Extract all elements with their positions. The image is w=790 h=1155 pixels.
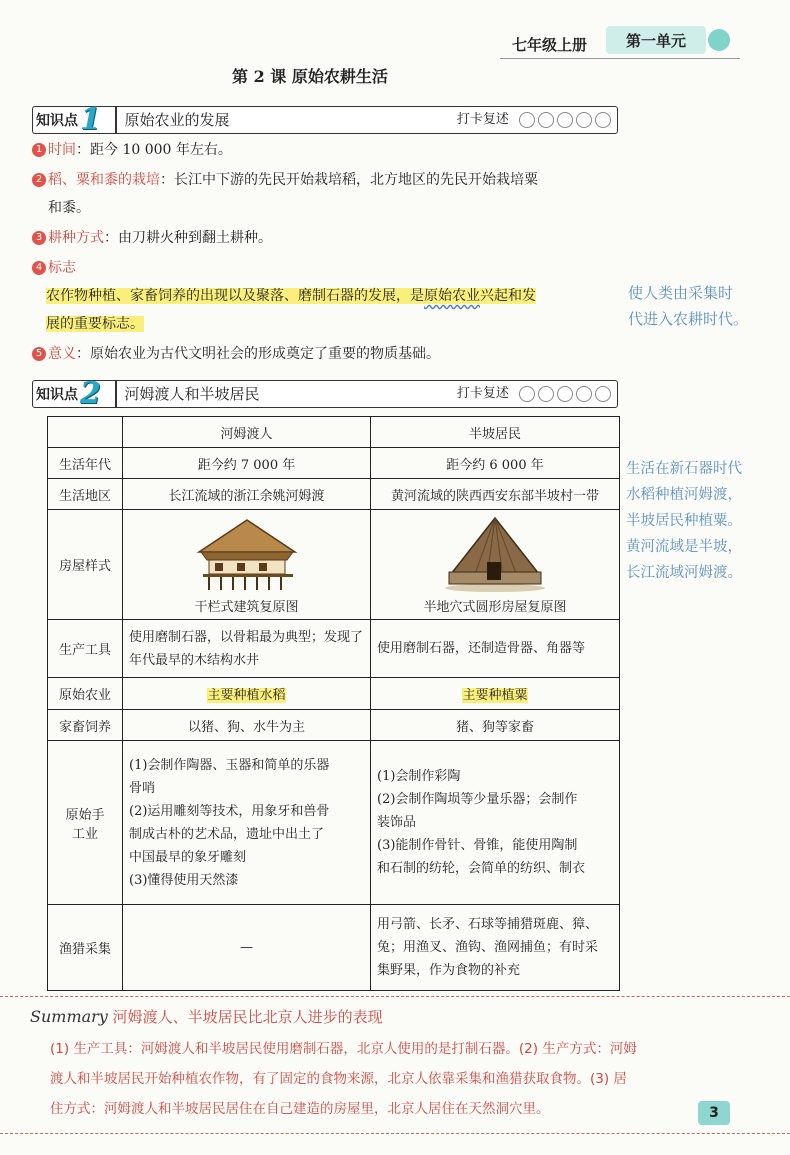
craft-line: 制成古朴的艺术品，遗址中出土了 <box>129 826 325 842</box>
kp2-checkin <box>457 381 611 407</box>
cell-banpo <box>371 905 620 991</box>
note-line: 水稻种植河姆渡， <box>626 487 742 503</box>
decor-dot <box>708 29 730 51</box>
num-badge: 5 <box>32 347 46 361</box>
lesson-title: 第 2 课 原始农耕生活 <box>232 67 388 86</box>
hunting-line: 集野果，作为食物的补充 <box>377 963 521 978</box>
cell-hemudu: — <box>123 905 371 991</box>
crop-text: ：长江中下游的先民开始栽培稻，北方地区的先民开始栽培粟 <box>160 172 538 188</box>
num-badge: 4 <box>32 261 46 275</box>
summary-line: 渡人和半坡居民开始种植农作物，有了固定的食物来源，北京人依靠采集和渔猎获取食物。(3) 居 <box>50 1071 627 1087</box>
row-label: 家畜饲养 <box>48 710 123 741</box>
craft-line: (1)会制作陶器、玉器和简单的乐器 <box>129 757 330 773</box>
cell-banpo: 使用磨制石器，还制造骨器、角器等 <box>371 620 620 678</box>
kp1-badge <box>33 102 115 137</box>
sign-text-b: 兴起和发 <box>480 288 536 304</box>
kp2-label: 知识点 <box>36 387 78 403</box>
note-line: 半坡居民种植粟。 <box>626 513 742 529</box>
craft-line: 和石制的纺轮，会简单的纺织、制衣 <box>377 861 586 876</box>
row-label: 生产工具 <box>48 620 123 678</box>
craft-line: 中国最早的象牙雕刻 <box>129 849 247 865</box>
sign-text: 农作物种植、家畜饲养的出现以及聚落、磨制石器的发展，是 <box>46 288 424 304</box>
table-row <box>48 448 620 479</box>
farm-label: 耕种方式 <box>48 230 104 246</box>
kp1-crops <box>32 166 622 222</box>
time-label: 时间 <box>48 142 76 158</box>
note-line: 长江流域河姆渡。 <box>626 565 742 581</box>
cell-hemudu <box>123 678 371 710</box>
kp1-number: 1 <box>80 102 101 137</box>
cell-hemudu <box>123 510 371 620</box>
highlight-rice: 主要种植水稻 <box>207 688 286 703</box>
grade-label: 七年级上册 <box>512 36 588 54</box>
row-label: 渔猎采集 <box>48 905 123 991</box>
comparison-table <box>47 416 620 991</box>
round-hut-illustration <box>435 514 555 592</box>
cell-hemudu: 长江流域的浙江余姚河姆渡 <box>123 479 371 510</box>
summary-top-divider <box>0 996 790 998</box>
row-label-line: 工业 <box>71 826 98 842</box>
summary-label: Summary <box>30 1007 108 1026</box>
kp1-check-label: 打卡复述 <box>456 112 509 127</box>
table-row <box>48 741 620 905</box>
row-label: 生活地区 <box>48 479 123 510</box>
note-line: 代进入农耕时代。 <box>628 310 749 328</box>
cell-hemudu: 使用磨制石器，以骨耜最为典型；发现了年代最早的木结构水井 <box>123 620 371 678</box>
row-label: 原始农业 <box>48 678 123 710</box>
note-line: 黄河流域是半坡， <box>626 539 742 555</box>
craft-line: (3)能制作骨针、骨锥，能使用陶制 <box>377 838 578 853</box>
note-line: 生活在新石器时代 <box>626 461 742 477</box>
cell-banpo <box>371 678 620 710</box>
cell-hemudu <box>123 741 371 905</box>
hunting-line: 用弓箭、长矛、石球等捕猎斑鹿、獐、 <box>377 917 599 932</box>
cell-hemudu: 以猪、狗、水牛为主 <box>123 710 371 741</box>
summary-title: 河姆渡人、半坡居民比北京人进步的表现 <box>112 1008 383 1026</box>
cell-banpo <box>371 510 620 620</box>
round-hut-caption: 半地穴式圆形房屋复原图 <box>423 600 567 615</box>
table-row <box>48 510 620 620</box>
row-label <box>48 741 123 905</box>
kp2-header <box>32 376 618 411</box>
kp2-badge <box>33 376 115 411</box>
craft-line: (2)会制作陶埙等少量乐器；会制作 <box>377 792 578 807</box>
kp1-meaning <box>32 340 622 368</box>
kp2-title: 河姆渡人和半坡居民 <box>124 385 260 403</box>
header-divider <box>500 58 740 59</box>
sign-label: 标志 <box>48 260 76 276</box>
row-label: 房屋样式 <box>48 510 123 620</box>
num-badge: 2 <box>32 173 46 187</box>
cell-banpo: 距今约 6 000 年 <box>371 448 620 479</box>
row-label-line: 原始手 <box>65 807 105 823</box>
kp2-check-circles[interactable] <box>519 386 611 402</box>
craft-line: (2)运用雕刻等技术，用象牙和兽骨 <box>129 803 330 819</box>
highlight-millet: 主要种植粟 <box>462 688 528 703</box>
kp1-label: 知识点 <box>36 113 78 129</box>
kp2-handwritten-note <box>626 456 742 586</box>
stilt-house-caption: 干栏式建筑复原图 <box>194 600 299 615</box>
kp2-number: 2 <box>80 376 101 411</box>
table-row <box>48 710 620 741</box>
crop-text-cont: 和黍。 <box>48 200 90 216</box>
unit-tab: 第一单元 <box>606 26 706 54</box>
meaning-text: ：原始农业为古代文明社会的形成奠定了重要的物质基础。 <box>76 346 440 362</box>
kp1-sign <box>32 254 622 338</box>
hunting-line: 兔；用渔叉、渔钩、渔网捕鱼；有时采 <box>377 940 599 955</box>
summary-body <box>50 1034 710 1124</box>
sign-text-cont: 展的重要标志。 <box>46 316 144 332</box>
farm-text: ：由刀耕火种到翻土耕种。 <box>104 230 272 246</box>
summary-heading <box>30 1006 383 1027</box>
kp1-checkin <box>457 107 611 133</box>
kp1-farming <box>32 224 622 252</box>
kp1-header <box>32 102 618 137</box>
stilt-house-illustration <box>187 514 307 592</box>
row-label: 生活年代 <box>48 448 123 479</box>
time-text: ：距今 10 000 年左右。 <box>76 142 232 158</box>
table-row <box>48 620 620 678</box>
cell-hemudu: 距今约 7 000 年 <box>123 448 371 479</box>
num-badge: 3 <box>32 231 46 245</box>
craft-line: 骨哨 <box>129 780 156 796</box>
meaning-label: 意义 <box>48 346 76 362</box>
sign-keyword: 原始农业 <box>424 288 480 304</box>
craft-line: (3)懂得使用天然漆 <box>129 872 239 888</box>
craft-line: (1)会制作彩陶 <box>377 769 461 784</box>
cell-banpo <box>371 741 620 905</box>
col-header-banpo: 半坡居民 <box>371 417 620 448</box>
kp1-check-circles[interactable] <box>519 112 611 128</box>
cell-banpo: 黄河流域的陕西西安东部半坡村一带 <box>371 479 620 510</box>
kp1-time <box>32 136 622 164</box>
page-number: 3 <box>698 1101 730 1125</box>
kp1-handwritten-note <box>628 280 748 332</box>
num-badge: 1 <box>32 143 46 157</box>
kp1-title: 原始农业的发展 <box>124 111 230 129</box>
craft-line: 装饰品 <box>377 815 417 830</box>
summary-line: 住方式：河姆渡人和半坡居民居住在自己建造的房屋里，北京人居住在天然洞穴里。 <box>50 1101 550 1117</box>
table-row <box>48 479 620 510</box>
summary-bottom-divider <box>0 1133 790 1135</box>
crop-label: 稻、粟和黍的栽培 <box>48 172 160 188</box>
table-header-row <box>48 417 620 448</box>
summary-line: (1) 生产工具：河姆渡人和半坡居民使用磨制石器，北京人使用的是打制石器。(2) 生产方式：河姆 <box>50 1041 637 1057</box>
cell-banpo: 猪、狗等家畜 <box>371 710 620 741</box>
table-row <box>48 905 620 991</box>
col-header-hemudu: 河姆渡人 <box>123 417 371 448</box>
table-row <box>48 678 620 710</box>
note-line: 使人类由采集时 <box>628 284 734 302</box>
table-corner <box>48 417 123 448</box>
kp2-check-label: 打卡复述 <box>456 386 509 401</box>
